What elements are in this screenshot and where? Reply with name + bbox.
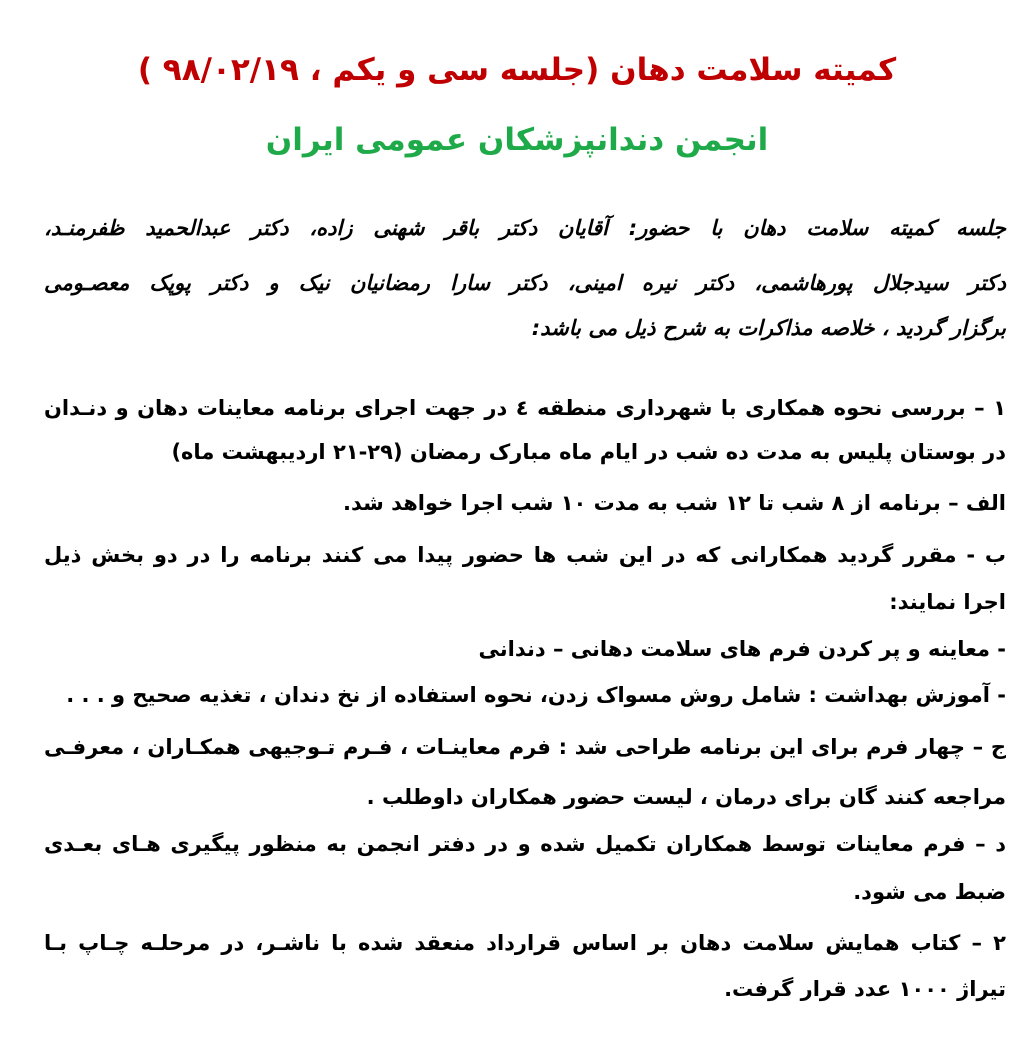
item-line: د – فرم معاینات توسط همکاران تکمیل شده و در دفتر انجمن به منظور پیگیری هـای بعـدی bbox=[44, 832, 1006, 856]
intro-line: برگزار گردید ، خلاصه مذاکرات به شرح ذیل می باشد: bbox=[531, 316, 1006, 340]
intro-line: جلسه کمیته سلامت دهان با حضور: آقایان دکتر باقر شهنی زاده، دکتر عبدالحمید ظفرمنـد، bbox=[44, 216, 1006, 240]
item-line: - آموزش بهداشت : شامل روش مسواک زدن، نحوه استفاده از نخ دندان ، تغذیه صحیح و . . . bbox=[66, 683, 1006, 707]
item-line: اجرا نمایند: bbox=[889, 590, 1006, 614]
item-line: - معاینه و پر کردن فرم های سلامت دهانی – دندانی bbox=[478, 637, 1006, 661]
item-line: در بوستان پلیس به مدت ده شب در ایام ماه مبارک رمضان (۲۹-۲۱ اردیبهشت ماه) bbox=[171, 440, 1006, 464]
item-line: مراجعه کنند گان برای درمان ، لیست حضور همکاران داوطلب . bbox=[366, 785, 1006, 809]
document-subtitle: انجمن دندانپزشکان عمومی ایران bbox=[265, 122, 769, 158]
item-line: ب - مقرر گردید همکارانی که در این شب ها حضور پیدا می کنند برنامه را در دو بخش ذیل bbox=[44, 543, 1006, 567]
item-line: تیراژ ۱۰۰۰ عدد قرار گرفت. bbox=[724, 977, 1006, 1001]
item-line: ضبط می شود. bbox=[853, 880, 1006, 904]
item-line: ۲ – کتاب همایش سلامت دهان بر اساس قرارداد منعقد شده با ناشـر، در مرحلـه چـاپ بـا bbox=[44, 931, 1006, 955]
intro-line: دکتر سیدجلال پورهاشمی، دکتر نیره امینی، دکتر سارا رمضانیان نیک و دکتر پوپک معصـومی bbox=[44, 271, 1006, 295]
item-line: الف – برنامه از ۸ شب تا ۱۲ شب به مدت ۱۰ شب اجرا خواهد شد. bbox=[343, 491, 1006, 515]
document-title: کمیته سلامت دهان (جلسه سی و یکم ، ۹۸/۰۲/۱۹ ) bbox=[137, 52, 897, 88]
item-line: ج – چهار فرم برای این برنامه طراحی شد : فرم معاینـات ، فـرم تـوجیهی همکـاران ، معرفـی bbox=[44, 735, 1006, 759]
item-line: ۱ – بررسی نحوه همکاری با شهرداری منطقه ٤ در جهت اجرای برنامه معاینات دهان و دنـدان bbox=[44, 396, 1007, 420]
